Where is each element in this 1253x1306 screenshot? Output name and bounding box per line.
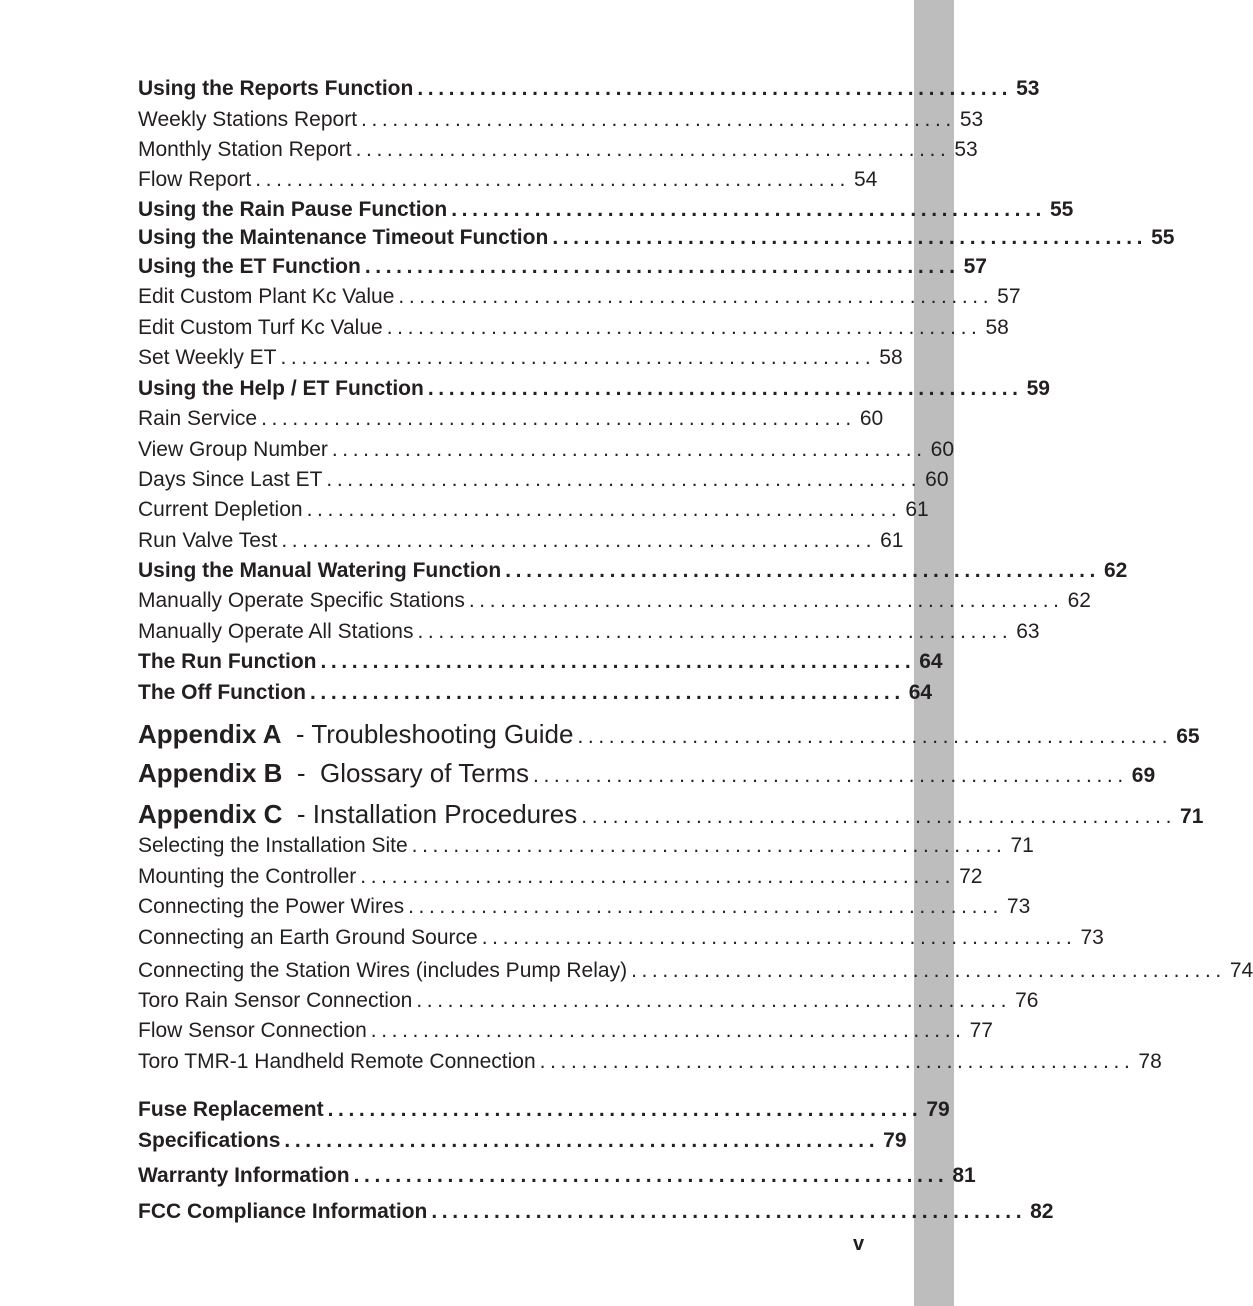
toc-entry-manual-watering-function[interactable] <box>138 556 1128 586</box>
toc-entry-page: 72 <box>959 865 983 888</box>
appendix-description: - Troubleshooting Guide <box>281 719 574 749</box>
toc-entry-title: Connecting the Power Wires <box>138 895 405 918</box>
dot-leader: ......................................................... <box>631 959 1226 982</box>
toc-entry-page: 53 <box>1016 77 1040 100</box>
toc-entry-title: Days Since Last ET <box>138 468 323 491</box>
toc-entry-monthly-station-report[interactable] <box>138 135 978 165</box>
dot-leader: ......................................................... <box>411 834 1007 857</box>
toc-entry-title: Run Valve Test <box>138 529 278 552</box>
toc-entry-rain-sensor-connection[interactable] <box>138 986 1039 1016</box>
toc-entry-page: 65 <box>1176 725 1200 748</box>
toc-entry-current-depletion[interactable] <box>138 495 929 525</box>
dot-leader: ......................................................... <box>364 255 960 278</box>
dot-leader: ......................................................... <box>320 650 916 673</box>
toc-entry-title: Weekly Stations Report <box>138 108 358 131</box>
toc-entry-title: Specifications <box>138 1129 281 1152</box>
dot-leader: ......................................................... <box>255 168 850 191</box>
toc-entry-rain-pause-function[interactable] <box>138 195 1074 225</box>
dot-leader: ......................................................... <box>370 1019 966 1042</box>
toc-entry-page: 76 <box>1015 989 1039 1012</box>
toc-entry-reports-function[interactable] <box>138 74 1040 104</box>
toc-entry-title: Edit Custom Plant Kc Value <box>138 285 395 308</box>
toc-entry-flow-sensor-connection[interactable] <box>138 1016 993 1046</box>
toc-entry-title: Fuse Replacement <box>138 1098 324 1121</box>
toc-entry-view-group-number[interactable] <box>138 435 954 465</box>
dot-leader: ......................................................... <box>417 77 1013 100</box>
toc-entry-selecting-installation-site[interactable] <box>138 831 1034 861</box>
toc-entry-page: 71 <box>1010 834 1034 857</box>
toc-entry-page: 57 <box>997 285 1021 308</box>
dot-leader: ......................................................... <box>306 498 902 521</box>
appendix-description: - Glossary of Terms <box>282 758 530 788</box>
toc-entry-appendix-c[interactable] <box>138 794 1204 834</box>
toc-entry-title: Warranty Information <box>138 1164 350 1187</box>
toc-entry-title: Using the Reports Function <box>138 77 414 100</box>
dot-leader: ......................................................... <box>284 1129 880 1152</box>
toc-entry-title: Rain Service <box>138 407 258 430</box>
toc-entry-rain-service[interactable] <box>138 404 884 434</box>
appendix-heading <box>138 753 529 796</box>
toc-entry-title: Selecting the Installation Site <box>138 834 408 857</box>
toc-entry-page: 81 <box>952 1164 976 1187</box>
appendix-description: - Installation Procedures <box>282 799 578 829</box>
toc-entry-page: 62 <box>1067 589 1091 612</box>
dot-leader: ......................................................... <box>481 926 1077 949</box>
toc-entry-title: Manually Operate All Stations <box>138 620 414 643</box>
toc-entry-page: 64 <box>908 681 933 704</box>
toc-entry-title: Connecting the Station Wires (includes Pump Relay) <box>138 959 628 982</box>
toc-entry-page: 79 <box>926 1098 950 1121</box>
dot-leader: ......................................................... <box>386 316 982 339</box>
toc-entry-page: 60 <box>925 468 949 491</box>
toc-entry-page: 69 <box>1131 764 1156 787</box>
toc-entry-page: 63 <box>1016 620 1040 643</box>
toc-entry-title: The Run Function <box>138 650 317 673</box>
toc-entry-mounting-controller[interactable] <box>138 862 983 892</box>
toc-entry-page: 73 <box>1006 895 1031 918</box>
appendix-label: Appendix B <box>138 758 283 788</box>
toc-entry-title: Using the Help / ET Function <box>138 377 424 400</box>
toc-entry-off-function[interactable] <box>138 678 933 708</box>
toc-entry-page: 79 <box>883 1129 907 1152</box>
dot-leader: ......................................................... <box>417 620 1013 643</box>
toc-entry-tmr1-remote-connection[interactable] <box>138 1047 1162 1077</box>
toc-entry-title: Connecting an Earth Ground Source <box>138 926 478 949</box>
appendix-label: Appendix C <box>138 799 283 829</box>
toc-entry-edit-custom-plant-kc[interactable] <box>138 282 1021 312</box>
toc-entry-page: 64 <box>919 650 943 673</box>
toc-entry-page: 54 <box>853 168 878 191</box>
dot-leader: ......................................................... <box>431 1200 1027 1223</box>
dot-leader: ......................................................... <box>398 285 994 308</box>
toc-entry-maintenance-timeout-function[interactable] <box>138 223 1175 253</box>
toc-entry-weekly-stations-report[interactable] <box>138 105 984 135</box>
dot-leader: ......................................................... <box>261 407 856 430</box>
toc-entry-station-wires[interactable] <box>138 956 1253 986</box>
toc-entry-page: 53 <box>954 138 978 161</box>
toc-entry-title: Manually Operate Specific Stations <box>138 589 465 612</box>
toc-entry-title: Using the Manual Watering Function <box>138 559 502 582</box>
toc-entry-title: Toro Rain Sensor Connection <box>138 989 413 1012</box>
toc-entry-title: Monthly Station Report <box>138 138 352 161</box>
toc-entry-page: 57 <box>963 255 987 278</box>
toc-entry-connecting-power-wires[interactable] <box>138 892 1031 922</box>
toc-entry-set-weekly-et[interactable] <box>138 343 903 373</box>
dot-leader: ......................................................... <box>280 346 876 369</box>
toc-entry-page: 71 <box>1180 805 1204 828</box>
dot-leader: ......................................................... <box>505 559 1100 582</box>
toc-entry-et-function[interactable] <box>138 252 987 282</box>
dot-leader: ......................................................... <box>331 438 927 461</box>
toc-entry-page: 58 <box>879 346 903 369</box>
dot-leader: ......................................................... <box>361 108 956 131</box>
toc-entry-page: 55 <box>1049 198 1074 221</box>
dot-leader: ......................................................... <box>353 1164 949 1187</box>
toc-entry-title: FCC Compliance Information <box>138 1200 428 1223</box>
toc-entry-page: 60 <box>859 407 884 430</box>
dot-leader: ......................................................... <box>360 865 956 888</box>
toc-entry-title: Using the ET Function <box>138 255 361 278</box>
toc-entry-title: Edit Custom Turf Kc Value <box>138 316 383 339</box>
toc-entry-title: The Off Function <box>138 681 306 704</box>
toc-entry-days-since-last-et[interactable] <box>138 465 949 495</box>
toc-entry-fuse-replacement[interactable] <box>138 1095 950 1125</box>
toc-entry-page: 53 <box>959 108 984 131</box>
toc-entry-fcc-compliance[interactable] <box>138 1197 1054 1227</box>
dot-leader: ......................................................... <box>533 764 1128 787</box>
toc-entry-appendix-b[interactable] <box>138 753 1156 793</box>
dot-leader: ......................................................... <box>468 589 1064 612</box>
toc-entry-page: 59 <box>1026 377 1050 400</box>
toc-entry-title: Flow Sensor Connection <box>138 1019 367 1042</box>
toc-entry-help-et-function[interactable] <box>138 374 1050 404</box>
toc-entry-flow-report[interactable] <box>138 165 878 195</box>
toc-entry-page: 78 <box>1138 1050 1162 1073</box>
toc-entry-manually-operate-all[interactable] <box>138 617 1040 647</box>
dot-leader: ......................................................... <box>309 681 905 704</box>
dot-leader: ......................................................... <box>427 377 1023 400</box>
toc-entry-appendix-a[interactable] <box>138 714 1200 754</box>
toc-entry-page: 73 <box>1080 926 1104 949</box>
toc-entry-page: 74 <box>1229 959 1253 982</box>
toc-entry-earth-ground-source[interactable] <box>138 923 1104 953</box>
toc-entry-warranty-information[interactable] <box>138 1161 976 1191</box>
toc-entry-manually-operate-specific[interactable] <box>138 586 1091 616</box>
toc-entry-page: 82 <box>1030 1200 1054 1223</box>
toc-entry-page: 62 <box>1103 559 1128 582</box>
toc-entry-page: 61 <box>905 498 929 521</box>
dot-leader: ......................................................... <box>408 895 1003 918</box>
toc-entry-title: Using the Maintenance Timeout Function <box>138 226 549 249</box>
toc-entry-page: 60 <box>930 438 954 461</box>
toc-entry-title: Using the Rain Pause Function <box>138 198 448 221</box>
page-number: v <box>853 1233 865 1255</box>
appendix-heading <box>138 714 573 757</box>
toc-entry-run-function[interactable] <box>138 647 943 677</box>
dot-leader: ......................................................... <box>451 198 1046 221</box>
dot-leader: ......................................................... <box>552 226 1148 249</box>
toc-entry-title: Current Depletion <box>138 498 303 521</box>
toc-entry-specifications[interactable] <box>138 1126 907 1156</box>
dot-leader: ......................................................... <box>581 805 1177 828</box>
dot-leader: ......................................................... <box>281 529 877 552</box>
toc-entry-title: Set Weekly ET <box>138 346 277 369</box>
dot-leader: ......................................................... <box>577 725 1173 748</box>
dot-leader: ......................................................... <box>355 138 951 161</box>
toc-entry-page: 61 <box>880 529 904 552</box>
toc-entry-title: View Group Number <box>138 438 328 461</box>
toc-entry-page: 77 <box>969 1019 993 1042</box>
toc-entry-run-valve-test[interactable] <box>138 526 904 556</box>
toc-entry-page: 58 <box>985 316 1009 339</box>
toc-entry-page: 55 <box>1151 226 1175 249</box>
toc-entry-edit-custom-turf-kc[interactable] <box>138 313 1009 343</box>
dot-leader: ......................................................... <box>326 468 922 491</box>
appendix-label: Appendix A <box>138 719 282 749</box>
dot-leader: ......................................................... <box>416 989 1012 1012</box>
toc-entry-title: Mounting the Controller <box>138 865 357 888</box>
toc-entry-title: Flow Report <box>138 168 252 191</box>
table-of-contents <box>138 0 1253 1306</box>
dot-leader: ......................................................... <box>539 1050 1135 1073</box>
toc-entry-title: Toro TMR-1 Handheld Remote Connection <box>138 1050 536 1073</box>
dot-leader: ......................................................... <box>327 1098 923 1121</box>
